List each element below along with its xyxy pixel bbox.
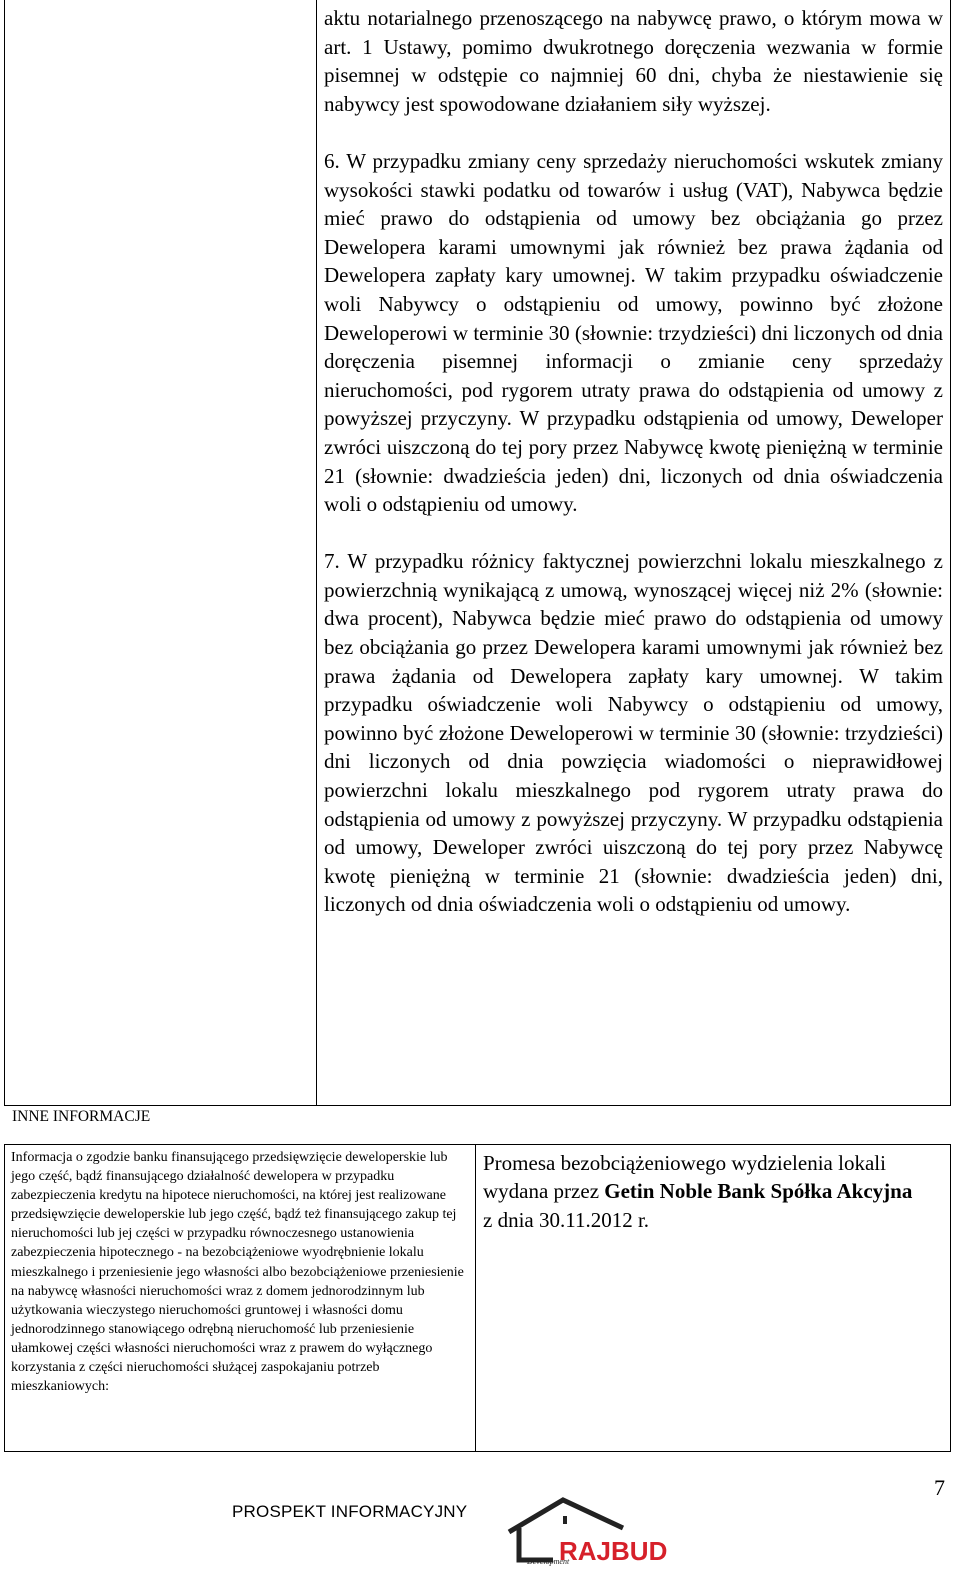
lower-column-divider (475, 1144, 476, 1452)
promesa-prefix: Promesa bezobciążeniowego wydzielenia lokali wydana przez (483, 1151, 886, 1204)
promesa-suffix: z dnia 30.11.2012 r. (483, 1207, 650, 1232)
rajbud-logo (505, 1494, 680, 1566)
section-heading-inne-informacje: INNE INFORMACJE (12, 1108, 151, 1125)
bank-consent-label: Informacja o zgodzie banku finansującego przedsięwzięcie deweloperskie lub jego część, bądź finansującego działalność dewelopera w przypadku zabezpieczenia kredytu na hipotece nieruchomości, na której jest realizowane przedsięwzięcie deweloperskie lub jego część, bądź też finansującego zakup tej nieruchomości lub jej części w przypadku równoczesnego ustanowienia zabezpieczenia hipotecznego - na bezobciążeniowe wyodrębnienie lokalu mieszkalnego i przeniesienie jego własności albo bezobciążeniowe przeniesienie na nabywcę własności nieruchomości wraz z domem jednorodzinnym lub użytkowania wieczystego nieruchomości gruntowej i własności domu jednorodzinnego stanowiącego odrębną nieruchomość lub przeniesienie ułamkowej części własności nieruchomości wraz z prawem do wyłącznego korzystania z części nieruchomości służącej zaspokajaniu potrzeb mieszkaniowych: (11, 1150, 464, 1395)
logo-tagline: Development (527, 1557, 570, 1566)
paragraph-intro: aktu notarialnego przenoszącego na nabywcę prawo, o którym mowa w art. 1 Ustawy, pomimo dwukrotnego doręczenia wezwania w formie pisemnej w odstępie co najmniej 60 dni, chyba że niestawienie się nabywcy jest spowodowane działaniem siły wyższej. (324, 6, 943, 116)
logo-wordmark: RAJBUD (559, 1536, 668, 1566)
promesa-bank-name: Getin Noble Bank Spółka Akcyjna (604, 1179, 913, 1204)
footer-title: PROSPEKT INFORMACYJNY (232, 1502, 468, 1521)
promesa-text (483, 1149, 923, 1234)
main-text-column (324, 4, 943, 919)
column-divider (316, 0, 317, 1106)
page-number: 7 (934, 1475, 945, 1500)
paragraph-7: 7. W przypadku różnicy faktycznej powierzchni lokalu mieszkalnego z powierzchnią wynikającą z umową, wynoszącej więcej niż 2% (słownie: dwa procent), Nabywca będzie mieć prawo do odstąpienia od umowy bez obciążania go przez Dewelopera karami umownymi jak również bez prawa żądania od Dewelopera zapłaty kary umownej. W takim przypadku oświadczenie woli Nabywcy o odstąpieniu od umowy, powinno być złożone Deweloperowi w terminie 30 (słownie: trzydzieści) dni liczonych od dnia powzięcia wiadomości o nieprawidłowej powierzchni lokalu mieszkalnego pod rygorem utraty prawa do odstąpienia od umowy z powyższej przyczyny. W przypadku odstąpienia od umowy, Deweloper zwróci uiszczoną do tej pory przez Nabywcę kwotę pieniężną w terminie 21 (słownie: dwadzieścia jeden) dni, liczonych od dnia oświadczenia woli o odstąpieniu od umowy. (324, 549, 943, 917)
paragraph-6: 6. W przypadku zmiany ceny sprzedaży nieruchomości wskutek zmiany wysokości stawki podatku od towarów i usług (VAT), Nabywca będzie mieć prawo do odstąpienia od umowy bez obciążania go przez Dewelopera karami umownymi jak również bez prawa żądania od Dewelopera zapłaty kary umownej. W takim przypadku oświadczenie woli Nabywcy o odstąpieniu od umowy, powinno być złożone Deweloperowi w terminie 30 (słownie: trzydzieści) dni liczonych od dnia doręczenia pisemnej informacji o zmianie ceny sprzedaży nieruchomości, pod rygorem utraty prawa do odstąpienia od umowy z powyższej przyczyny. W przypadku odstąpienia od umowy, Deweloper zwróci uiszczoną do tej pory przez Nabywcę kwotę pieniężną w terminie 21 (słownie: dwadzieścia jeden) dni, liczonych od dnia oświadczenia woli o odstąpieniu od umowy. (324, 148, 943, 517)
